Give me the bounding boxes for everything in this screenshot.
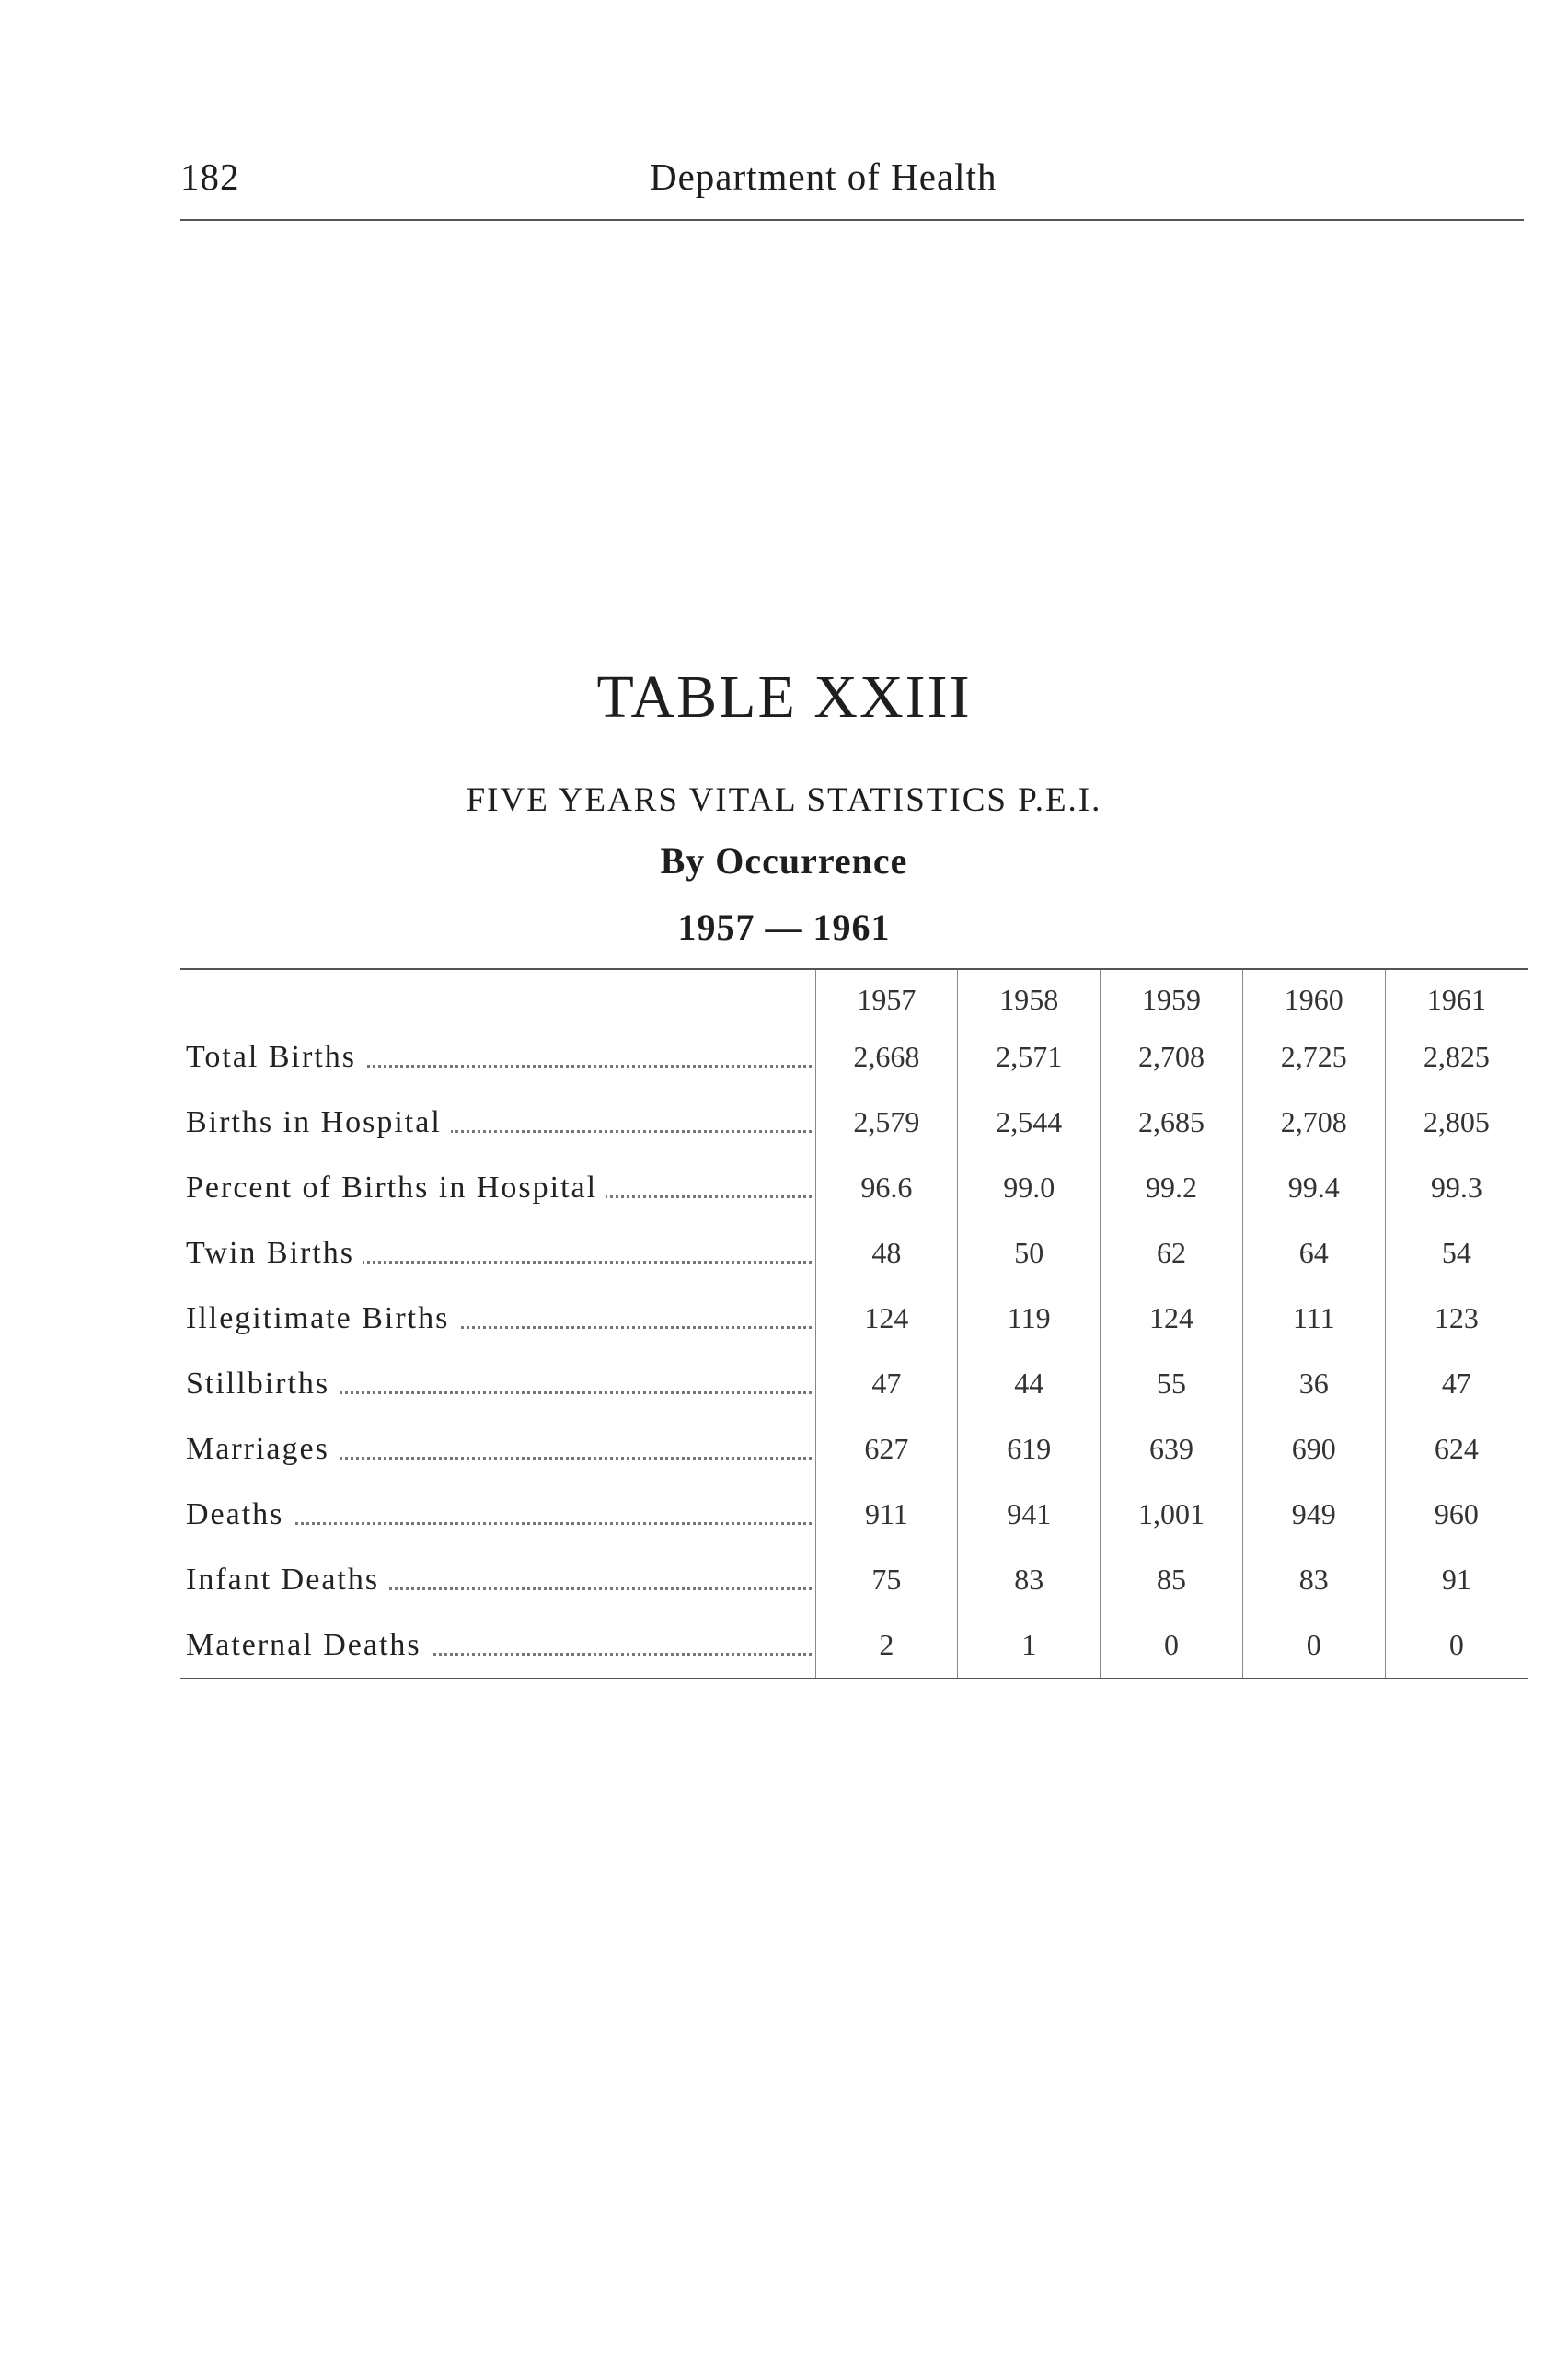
running-title: Department of Health — [650, 156, 997, 198]
table-cell: 2,805 — [1385, 1090, 1528, 1155]
column-header-year: 1959 — [1101, 969, 1243, 1024]
table-row — [180, 1286, 1528, 1351]
table-cell: 2,708 — [1242, 1090, 1385, 1155]
row-label — [180, 1351, 815, 1416]
column-header-year: 1961 — [1385, 969, 1528, 1024]
table-cell: 96.6 — [815, 1155, 958, 1220]
table-row — [180, 1482, 1528, 1547]
table-cell: 639 — [1101, 1416, 1243, 1482]
table-cell: 54 — [1385, 1220, 1528, 1286]
table-body — [180, 1024, 1528, 1679]
table-cell: 50 — [958, 1220, 1101, 1286]
row-label-text: Births in Hospital — [186, 1105, 451, 1139]
table-row — [180, 1220, 1528, 1286]
table-cell: 949 — [1242, 1482, 1385, 1547]
table-cell: 911 — [815, 1482, 958, 1547]
table-cell: 123 — [1385, 1286, 1528, 1351]
row-label-text: Total Births — [186, 1040, 365, 1074]
table-cell: 2,668 — [815, 1024, 958, 1090]
table-cell: 111 — [1242, 1286, 1385, 1351]
table-cell: 55 — [1101, 1351, 1243, 1416]
table-cell: 47 — [1385, 1351, 1528, 1416]
row-label-text: Stillbirths — [186, 1367, 339, 1401]
table-cell: 619 — [958, 1416, 1101, 1482]
table-cell: 624 — [1385, 1416, 1528, 1482]
table-row — [180, 1416, 1528, 1482]
table-title: TABLE XXIII — [596, 664, 972, 731]
table-subtitle-occurrence: By Occurrence — [660, 840, 908, 882]
table-cell: 2,685 — [1101, 1090, 1243, 1155]
table-cell: 124 — [1101, 1286, 1243, 1351]
table-cell: 2,825 — [1385, 1024, 1528, 1090]
table-cell: 627 — [815, 1416, 958, 1482]
header-rule — [180, 219, 1524, 221]
row-label-text: Percent of Births in Hospital — [186, 1171, 606, 1205]
row-label-text: Twin Births — [186, 1236, 363, 1270]
table-cell: 83 — [1242, 1547, 1385, 1612]
label-column-header — [180, 969, 815, 1024]
table-cell: 36 — [1242, 1351, 1385, 1416]
table-cell: 690 — [1242, 1416, 1385, 1482]
row-label-text: Illegitimate Births — [186, 1301, 458, 1335]
table-subtitle-years: 1957 — 1961 — [677, 906, 891, 948]
row-label — [180, 1547, 815, 1612]
table-cell: 99.4 — [1242, 1155, 1385, 1220]
table-row — [180, 1024, 1528, 1090]
row-label — [180, 1155, 815, 1220]
table-cell: 83 — [958, 1547, 1101, 1612]
table-cell: 47 — [815, 1351, 958, 1416]
row-label-text: Maternal Deaths — [186, 1628, 431, 1662]
running-header — [180, 155, 1524, 210]
table-header-row — [180, 969, 1528, 1024]
row-label — [180, 1024, 815, 1090]
row-label-text: Infant Deaths — [186, 1563, 388, 1597]
table-cell: 99.2 — [1101, 1155, 1243, 1220]
row-label-text: Marriages — [186, 1432, 339, 1466]
table-row — [180, 1612, 1528, 1679]
table-cell: 0 — [1101, 1612, 1243, 1679]
table-row — [180, 1155, 1528, 1220]
table-row — [180, 1090, 1528, 1155]
table-cell: 0 — [1385, 1612, 1528, 1679]
table-cell: 85 — [1101, 1547, 1243, 1612]
row-label — [180, 1090, 815, 1155]
table-subtitle: FIVE YEARS VITAL STATISTICS P.E.I. — [466, 781, 1102, 819]
table-row — [180, 1351, 1528, 1416]
row-label — [180, 1482, 815, 1547]
table-cell: 64 — [1242, 1220, 1385, 1286]
table-cell: 124 — [815, 1286, 958, 1351]
table-cell: 75 — [815, 1547, 958, 1612]
row-label — [180, 1220, 815, 1286]
table-cell: 2,571 — [958, 1024, 1101, 1090]
table-cell: 119 — [958, 1286, 1101, 1351]
table-cell: 1 — [958, 1612, 1101, 1679]
table-cell: 2,544 — [958, 1090, 1101, 1155]
row-label — [180, 1612, 815, 1679]
column-header-year: 1958 — [958, 969, 1101, 1024]
table-cell: 91 — [1385, 1547, 1528, 1612]
table-cell: 62 — [1101, 1220, 1243, 1286]
table-cell: 1,001 — [1101, 1482, 1243, 1547]
table-cell: 2,579 — [815, 1090, 958, 1155]
vital-statistics-table — [180, 968, 1528, 1679]
table-cell: 2 — [815, 1612, 958, 1679]
table-cell: 0 — [1242, 1612, 1385, 1679]
table-cell: 44 — [958, 1351, 1101, 1416]
table-cell: 99.3 — [1385, 1155, 1528, 1220]
table-cell: 2,708 — [1101, 1024, 1243, 1090]
column-header-year: 1960 — [1242, 969, 1385, 1024]
row-label — [180, 1286, 815, 1351]
table-cell: 2,725 — [1242, 1024, 1385, 1090]
column-header-year: 1957 — [815, 969, 958, 1024]
page-number: 182 — [180, 156, 240, 198]
table-cell: 48 — [815, 1220, 958, 1286]
table-cell: 941 — [958, 1482, 1101, 1547]
row-label-text: Deaths — [186, 1497, 293, 1531]
table-cell: 960 — [1385, 1482, 1528, 1547]
table-row — [180, 1547, 1528, 1612]
row-label — [180, 1416, 815, 1482]
table-cell: 99.0 — [958, 1155, 1101, 1220]
